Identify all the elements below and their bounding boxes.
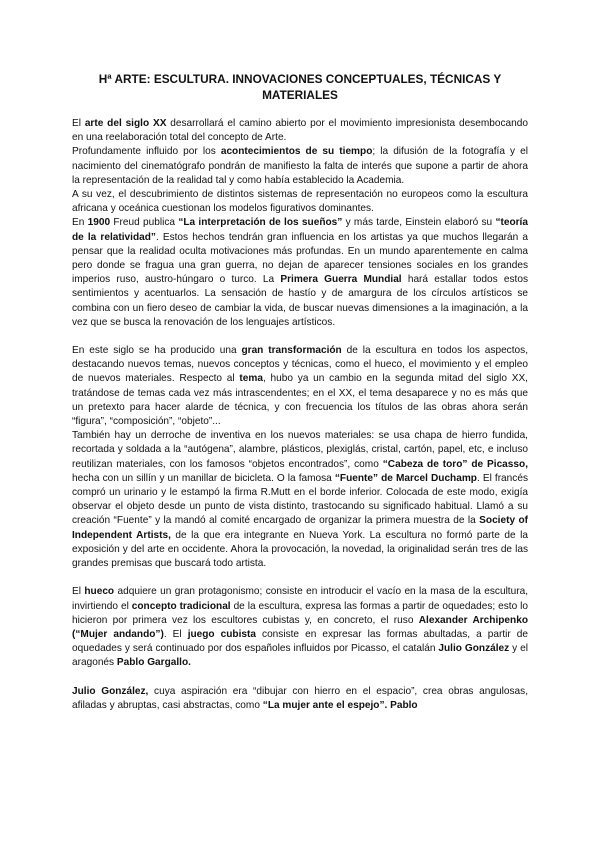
bold-run: juego cubista xyxy=(187,628,256,640)
text-run: Freud publica xyxy=(110,217,179,229)
text-run: hecha con un sillín y un manillar de bicicleta. O la famosa xyxy=(72,472,335,484)
text-run: desarrollará el camino abierto por el movimiento impresionista desembocando en una reelaboración total del concepto de Arte. xyxy=(72,118,528,144)
bold-run: “La mujer ante el espejo”. Pablo xyxy=(262,699,418,711)
paragraph-5 xyxy=(72,344,528,429)
text-run: hará estallar todos estos sentimientos y acentuarlos. La sensación de hastío y de amargura de los círculos artísticos se combina con un fiero deseo de cambiar la vida, de buscar nuevas dimensiones a la imaginación, a la vez que se busca la renovación de los lenguajes artísticos. xyxy=(72,274,529,328)
bold-run: 1900 xyxy=(87,217,111,229)
document-title: Hª ARTE: ESCULTURA. INNOVACIONES CONCEPTUALES, TÉCNICAS Y MATERIALES xyxy=(98,72,502,102)
bold-run: acontecimientos de su tiempo xyxy=(220,146,373,158)
bold-run: Alexander Archipenko (“Mujer andando”) xyxy=(72,614,528,640)
text-run: adquiere un gran protagonismo; consiste en introducir el vacío en la masa de la escultura, invirtiendo el xyxy=(72,586,529,612)
bold-run: concepto tradicional xyxy=(131,600,231,612)
text-run: , hubo ya un cambio en la segunda mitad del siglo XX, tratándose de temas cada vez más intrascendentes; en el XX, el tema desaparece y no es más que un pretexto para hacer alarde de técnica, y con frecuencia los títulos de las obras ahora serán “figura”, “composición”, “objeto”... xyxy=(72,373,528,428)
bold-run: Julio González, xyxy=(72,685,149,697)
text-run: . El xyxy=(163,628,188,640)
bold-run: “Fuente” de Marcel Duchamp xyxy=(334,472,477,484)
paragraph-1 xyxy=(72,117,528,145)
paragraph-8 xyxy=(72,685,528,713)
paragraph-4 xyxy=(72,216,528,330)
bold-run: Primera Guerra Mundial xyxy=(280,274,402,286)
text-run: . Estos hechos tendrán gran influencia en los artistas ya que muchos llegarán a pensar que la realidad oculta motivaciones más profundas. En un mundo aparentemente en calma pero donde se fragua una gran guerra, no dejan de aparecer tensiones sociales en los grandes imperios ruso, austro-húngaro o turco. La xyxy=(72,231,528,286)
text-run: En xyxy=(72,217,88,229)
document-page xyxy=(72,72,528,713)
text-run: ; la difusión de la fotografía y el nacimiento del cinematógrafo pondrán de manifiesto la falta de interés que supone a partir de ahora la representación de la realidad tal y como había establecido la Academia. xyxy=(72,146,529,186)
paragraph-2 xyxy=(72,145,528,188)
text-run: También hay un derroche de inventiva en los nuevos materiales: se usa chapa de hierro fundida, recortada y soldada a la “autógena”, alambre, plásticos, plexiglás, cristal, cartón, papel, etc, e incluso reutilizan materiales, con los famosos “objetos encontrados”, como xyxy=(72,430,528,470)
paragraph-6 xyxy=(72,429,528,571)
text-run: y el aragonés xyxy=(72,643,528,669)
bold-run: “La interpretación de los sueños” xyxy=(178,217,343,229)
paragraph-7 xyxy=(72,585,528,670)
text-run: El xyxy=(72,118,85,129)
text-run: Profundamente influido por los xyxy=(72,146,221,158)
bold-run: “teoría de la relatividad” xyxy=(72,217,528,243)
text-run: El xyxy=(72,586,85,598)
text-run: de la escultura en todos los aspectos, destacando nuevos temas, nuevos conceptos y técnicas, como el hueco, el movimiento y el empleo de nuevos materiales. Respecto al xyxy=(72,345,528,385)
bold-run: “Cabeza de toro” de Picasso, xyxy=(382,458,528,470)
bold-run: Julio González xyxy=(438,643,510,655)
paragraph-3 xyxy=(72,188,528,216)
bold-run: tema xyxy=(239,373,263,385)
text-run: En este siglo se ha producido una xyxy=(72,345,242,357)
text-run: de la escultura, expresa las formas a partir de oquedades; esto lo hicieron por primera vez los escultores cubistas y, en concreto, el ruso xyxy=(72,600,528,626)
bold-run: Pablo Gargallo. xyxy=(116,657,191,669)
text-run: A su vez, el descubrimiento de distintos sistemas de representación no europeos como la escultura africana y oceánica cuestionan los modelos figurativos dominantes. xyxy=(72,189,528,215)
text-run: cuya aspiración era “dibujar con hierro en el espacio”, crea obras angulosas, afiladas y abruptas, casi abstractas, como xyxy=(72,685,528,711)
bold-run: arte del siglo XX xyxy=(84,118,167,129)
bold-run: gran transformación xyxy=(241,345,342,357)
text-run: . El francés compró un urinario y le estampó la firma R.Mutt en el borde inferior. Colocada de este modo, exigía observar el objeto desde un punto de vista distinto, trastocando su significado habitual. Llamó a su creación “Fuente” y la mandó al comité encargado de organizar la primera muestra de la xyxy=(72,472,528,527)
bold-run: Society of Independent Artists, xyxy=(72,515,528,541)
text-run: y más tarde, Einstein elaboró su xyxy=(342,217,496,229)
bold-run: hueco xyxy=(84,586,115,598)
text-run: consiste en expresar las formas abultadas, a partir de oquedades y será continuado por dos españoles influidos por Picasso, el catalán xyxy=(72,628,528,655)
text-run: de la que era integrante en Nueva York. La escultura no formó parte de la exposición y del arte en occidente. Ahora la provocación, la novedad, la originalidad serán tres de las grandes premisas que buscará todo artista. xyxy=(72,529,528,570)
